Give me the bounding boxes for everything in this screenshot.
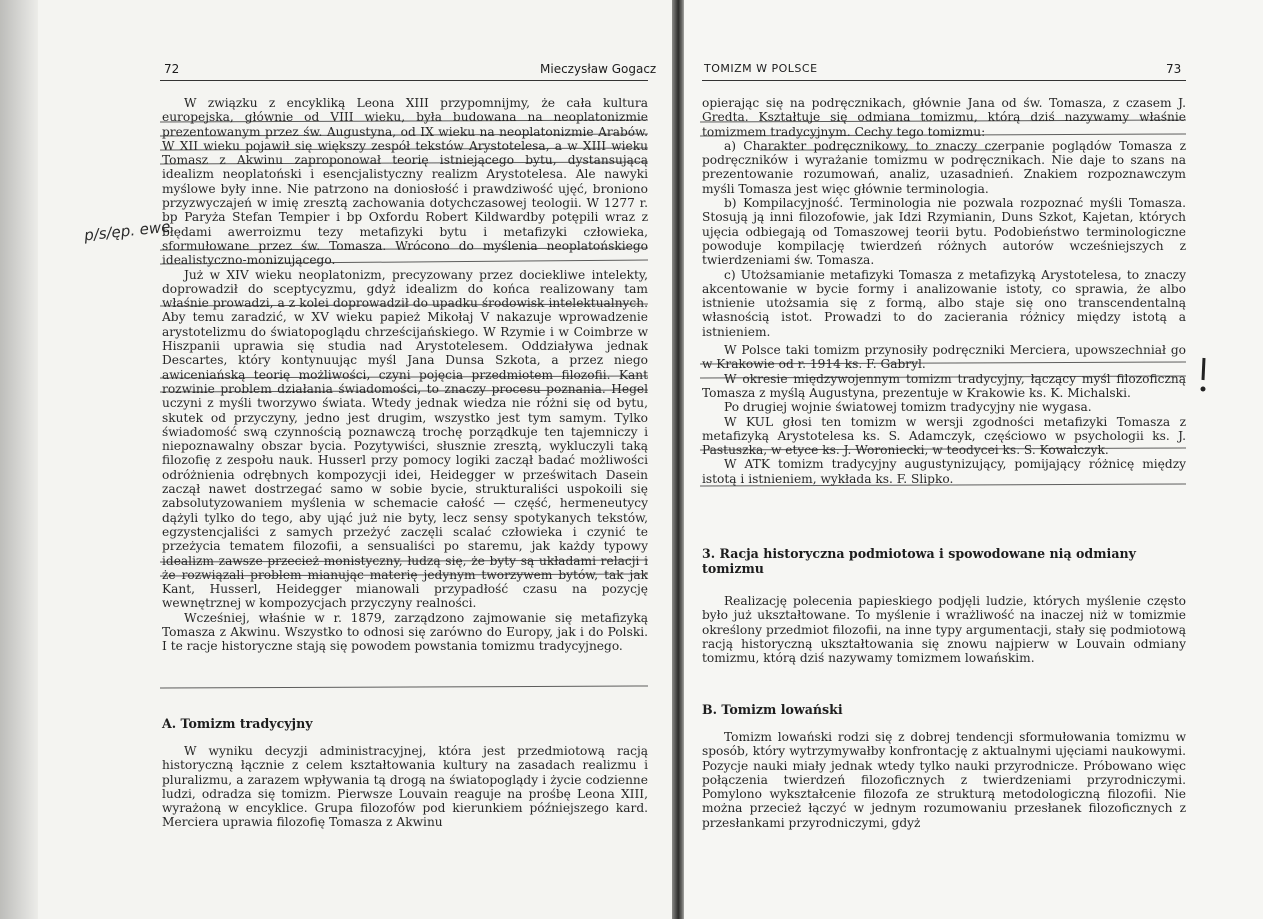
note-postwar: Po drugiej wojnie światowej tomizm tradycyjny nie wygasa. xyxy=(724,400,1092,415)
left-head-rule xyxy=(160,80,648,81)
trait-b: b) Kompilacyjność. Terminologia nie pozwala rozpoznać myśli Tomasza. Stosują ją inni filozofowie, jak Idzi Rzymianin, Duns Szkot, Kajetan, których ujęcia odbiegają od Tomaszowej teorii bytu. Podobieństwo terminologiczne powoduje kompilację twierdzeń różnych autorów wcześniejszych z twierdzeniami św. Tomasza. xyxy=(702,196,1186,268)
right-page-number: 73 xyxy=(1166,62,1182,76)
note-kul: W KUL głosi ten tomizm w wersji zgodności metafizyki Tomasza z metafizyką Arystotelesa ks. S. Adamczyk, częściowo w psychologii ks. J. Pastuszka, w etyce ks. J. Woroniecki, w teodycei ks. S. Kowalczyk. xyxy=(702,414,1186,458)
section-a-paragraph: W wyniku decyzji administracyjnej, która jest przedmiotową racją historyczną łącznie z celem kształtowania kultury na zasadach realizmu i pluralizmu, a zarazem wpływania tą drogą na światopoglądy i życie codzienne ludzi, odradza się tomizm. Pierwsze Louvain reaguje na prośbę Leona XIII, wyrażoną w encyklice. Grupa filozofów pod kierunkiem późniejszego kard. Merciera uprawia filozofię Tomasza z Akwinu xyxy=(162,744,648,830)
right-intro: opierając się na podręcznikach, głównie Jana od św. Tomasza, z czasem J. Gredta. Kształtuje się odmiana tomizmu, którą dziś nazywamy właśnie tomizmem tradycyjnym. Cechy tego tomizmu: xyxy=(702,96,1186,139)
pen-underlines-left xyxy=(160,110,660,710)
section-a-body xyxy=(162,744,648,830)
left-paragraph-1: W związku z encykliką Leona XIII przypomnijmy, że cała kultura europejska, głównie od VIII wieku, była budowana na neoplatonizmie prezentowanym przez św. Augustyna, od IX wieku na neoplatonizmie Arabów. W XII wieku pojawił się większy zespół tekstów Arystotelesa, a w XIII wieku Tomasz z Akwinu zaproponował teorię istniejącego bytu, dystansującą idealizm neoplatoński i esencjalistyczny realizm Arystotelesa. Ale nawyki myślowe były inne. Nie patrzono na doniosłość i prawdziwość ujęć, broniono przyzwyczajeń w imię zresztą zachowania dotychczasowej teologii. W 1277 r. bp Paryża Stefan Tempier i bp Oxfordu Robert Kildwardby potępili wraz z błędami awerroizmu tezy metafizyki bytu i metafizyki człowieka, sformułowane przez św. Tomasza. Wrócono do myślenia neoplatońskiego idealistyczno-monizującego. xyxy=(162,96,648,268)
left-running-head: Mieczysław Gogacz xyxy=(540,62,657,76)
section-b-body xyxy=(702,730,1186,830)
handwritten-margin-note: p/s/ęp. ewe xyxy=(83,217,172,245)
note-interwar: W okresie międzywojennym tomizm tradycyjny, łączący myśl filozoficzną Tomasza z myślą Augustyna, prezentuje w Krakowie ks. K. Michalski. xyxy=(702,371,1186,400)
trait-a: a) Charakter podręcznikowy, to znaczy czerpanie poglądów Tomasza z podręczników i wyrażanie tomizmu w podręcznikach. Nie daje to szans na prezentowanie rozumowań, analiz, uzasadnień. Znakiem rozpoznawczym myśli Tomasza jest więc głównie terminologia. xyxy=(702,138,1186,196)
section-b-paragraph: Tomizm lowański rodzi się z dobrej tendencji sformułowania tomizmu w sposób, który wytrzymywałby konfrontację z aktualnymi ujęciami naukowymi. Pozycje nauki miały jednak wtedy tylko nauki przyrodnicze. Próbowano więc połączenia twierdzeń filozoficznych z twierdzeniami przyrodniczymi. Pomylono wykształcenie filozofa ze strukturą metodologiczną filozofii. Nie można przecież łączyć w jednym rozumowaniu przesłanek filozoficznych z przesłankami przyrodniczymi, gdyż xyxy=(702,730,1186,830)
left-page-number: 72 xyxy=(164,62,180,76)
right-running-head: TOMIZM W POLSCE xyxy=(704,62,818,75)
right-head-rule xyxy=(702,80,1186,81)
section-b-heading: B. Tomizm lowański xyxy=(702,702,843,717)
section-3-paragraph: Realizację polecenia papieskiego podjęli ludzie, których myślenie często było już ukształtowane. To myślenie i wrażliwość na inaczej niż w tomizmie określony przedmiot filozofii, na inne typy argumentacji, stały się podmiotową racją historyczną ukształtowania się znowu najpierw w Louvain odmiany tomizmu, którą dziś nazywamy tomizmem lowańskim. xyxy=(702,594,1186,666)
left-paragraph-3: Wcześniej, właśnie w r. 1879, zarządzono zajmowanie się metafizyką Tomasza z Akwinu. Wszystko to odnosi się zarówno do Europy, jak i do Polski. I te racje historyczne stają się powodem powstania tomizmu tradycyjnego. xyxy=(162,610,648,654)
right-page xyxy=(684,0,1263,919)
page-edge-shadow xyxy=(0,0,38,919)
left-paragraph-2: Już w XIV wieku neoplatonizm, precyzowany przez dociekliwe intelekty, doprowadził do sceptycyzmu, gdyż idealizm do końca realizowany tam właśnie prowadzi, a z kolei doprowadził do upadku środowisk intelektualnych. Aby temu zaradzić, w XV wieku papież Mikołaj V nakazuje wprowadzenie arystotelizmu do światopoglądu chrześcijańskiego. W Rzymie i w Coimbrze w Hiszpanii uprawia się studia nad Arystotelesem. Oddziaływa jednak Descartes, który kontynuując myśl Jana Dunsa Szkota, a przez niego awiceniańską teorię możliwości, czyni pojęcia przedmiotem filozofii. Kant rozwinie problem działania świadomości, to znaczy procesu poznania. Hegel uczyni z myśli tworzywo świata. Wtedy jednak wiedza nie różni się od bytu, skutek od przyczyny, jedno jest drugim, wszystko jest tym samym. Tylko świadomość swą czynnością poznawczą trochę porządkuje ten tajemniczy i niepoznawalny obszar bycia. Pozytywiści, słusznie zresztą, wykluczyli taką filozofię z zespołu nauk. Husserl przy pomocy logiki zaczął badać możliwości odróżnienia odrębnych kompozycji idei, Heidegger w prześwitach Dasein zaczął nawet dostrzegać samo w sobie bycie, strukturaliści uspokoili się zabsolutyzowaniem myślenia w schemacie całość — część, hermeneutycy dążyli tylko do tego, aby ująć już nie byty, lecz sensy spotykanych tekstów, egzystencjaliści z samych przeżyć zaczęli scalać człowieka i czynić te przeżycia tematem filozofii, a sensualiści po staremu, jak każdy typowy idealizm zawsze przecież monistyczny, łudzą się, że byty są układami relacji i że rozwiązali problem mianując materię jedynym tworzywem bytów, tak jak Kant, Husserl, Heidegger mianowali przypadłość czasu na pozycję wewnętrznej w kompozycjach przyczyny realności. xyxy=(162,267,648,611)
note-polska: W Polsce taki tomizm przynosiły podręczniki Merciera, upowszechniał go w Krakowie od r. 1914 ks. F. Gabryl. xyxy=(702,343,1186,372)
section-3-body xyxy=(702,594,1186,665)
section-3-heading: 3. Racja historyczna podmiotowa i spowodowane nią odmiany tomizmu xyxy=(702,546,1136,576)
pen-underlines-right xyxy=(700,110,1200,550)
section-a-heading: A. Tomizm tradycyjny xyxy=(162,716,313,731)
note-atk: W ATK tomizm tradycyjny augustynizujący, pomijający różnicę między istotą i istnieniem, wykłada ks. F. Slipko. xyxy=(702,457,1186,486)
trait-c: c) Utożsamianie metafizyki Tomasza z metafizyką Arystotelesa, to znaczy akcentowanie w bycie formy i analizowanie istoty, co sprawia, że albo istnienie utożsamia się z formą, albo staje się ono transcendentalną własnością istot. Prowadzi to do zacierania różnicy między istotą a istnieniem. xyxy=(702,267,1186,339)
